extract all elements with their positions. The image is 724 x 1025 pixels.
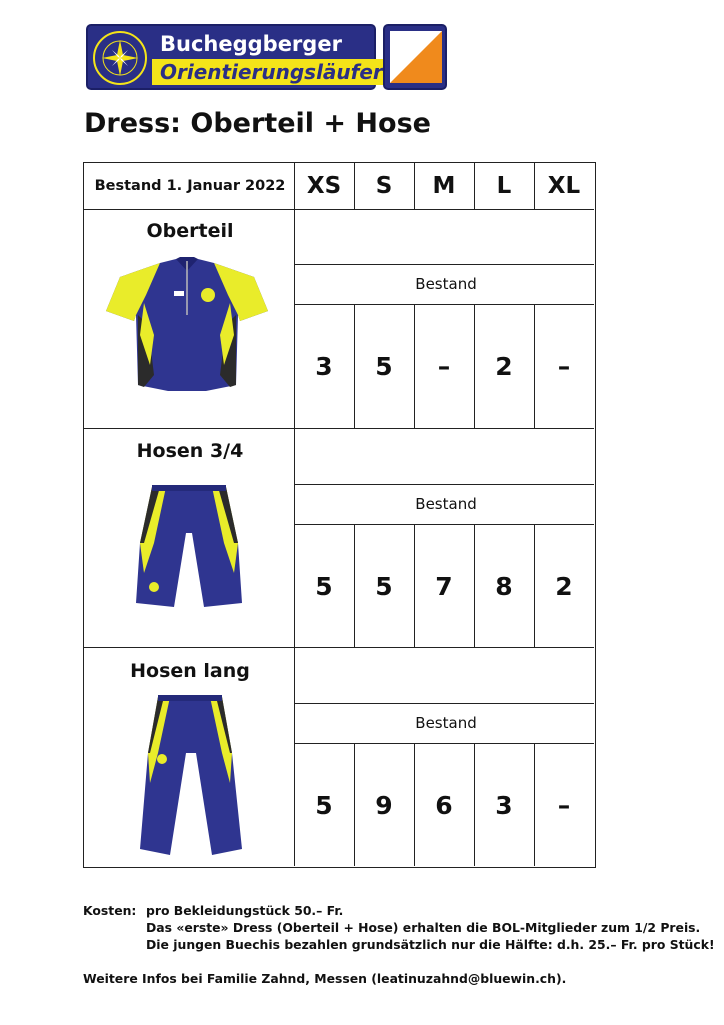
bestand-label: Bestand — [415, 714, 477, 732]
three-quarter-pants-image — [130, 483, 248, 619]
qty-cell: 5 — [375, 351, 393, 381]
qty-cell: 7 — [435, 571, 453, 601]
qty-cell: – — [557, 351, 571, 381]
qty-cell: 3 — [495, 790, 513, 820]
page-title: Dress: Oberteil + Hose — [84, 108, 431, 139]
orienteering-flag-logo — [383, 24, 447, 90]
size-header-l: L — [496, 173, 512, 199]
club-name-line2: Orientierungsläufer — [152, 59, 391, 85]
qty-cell: 5 — [315, 571, 333, 601]
contact-info: Weitere Infos bei Familie Zahnd, Messen (leatinuzahnd@bluewin.ch). — [83, 971, 567, 986]
costs-label: Kosten: — [83, 903, 137, 918]
long-pants-image — [136, 693, 244, 859]
product-name-hosen-3-4: Hosen 3/4 — [136, 440, 244, 462]
qty-cell: 3 — [315, 351, 333, 381]
qty-cell: 2 — [555, 571, 573, 601]
qty-cell: 5 — [315, 790, 333, 820]
bestand-label: Bestand — [415, 275, 477, 293]
size-header-s: S — [375, 173, 393, 199]
qty-cell: 8 — [495, 571, 513, 601]
size-header-xl: XL — [547, 173, 581, 199]
size-header-xs: XS — [306, 173, 342, 199]
qty-cell: 5 — [375, 571, 393, 601]
qty-cell: 6 — [435, 790, 453, 820]
stock-date-header: Bestand 1. Januar 2022 — [94, 178, 286, 194]
stock-table — [83, 162, 596, 868]
costs-line-2: Das «erste» Dress (Oberteil + Hose) erhalten die BOL-Mitglieder zum 1/2 Preis. — [146, 920, 701, 935]
bestand-label: Bestand — [415, 495, 477, 513]
shirt-image — [104, 255, 270, 395]
club-logo — [86, 24, 383, 90]
size-header-m: M — [432, 173, 456, 199]
qty-cell: – — [557, 790, 571, 820]
costs-line-1: pro Bekleidungstück 50.– Fr. — [146, 903, 344, 918]
qty-cell: – — [437, 351, 451, 381]
orienteering-flag-icon — [390, 31, 442, 83]
costs-line-3: Die jungen Buechis bezahlen grundsätzlich nur die Hälfte: d.h. 25.– Fr. pro Stück! — [146, 937, 715, 952]
club-name-line1: Bucheggberger — [160, 32, 342, 56]
product-name-oberteil: Oberteil — [146, 220, 234, 242]
product-name-hosen-lang: Hosen lang — [130, 660, 250, 682]
qty-cell: 2 — [495, 351, 513, 381]
qty-cell: 9 — [375, 790, 393, 820]
compass-seal-icon — [92, 30, 148, 86]
